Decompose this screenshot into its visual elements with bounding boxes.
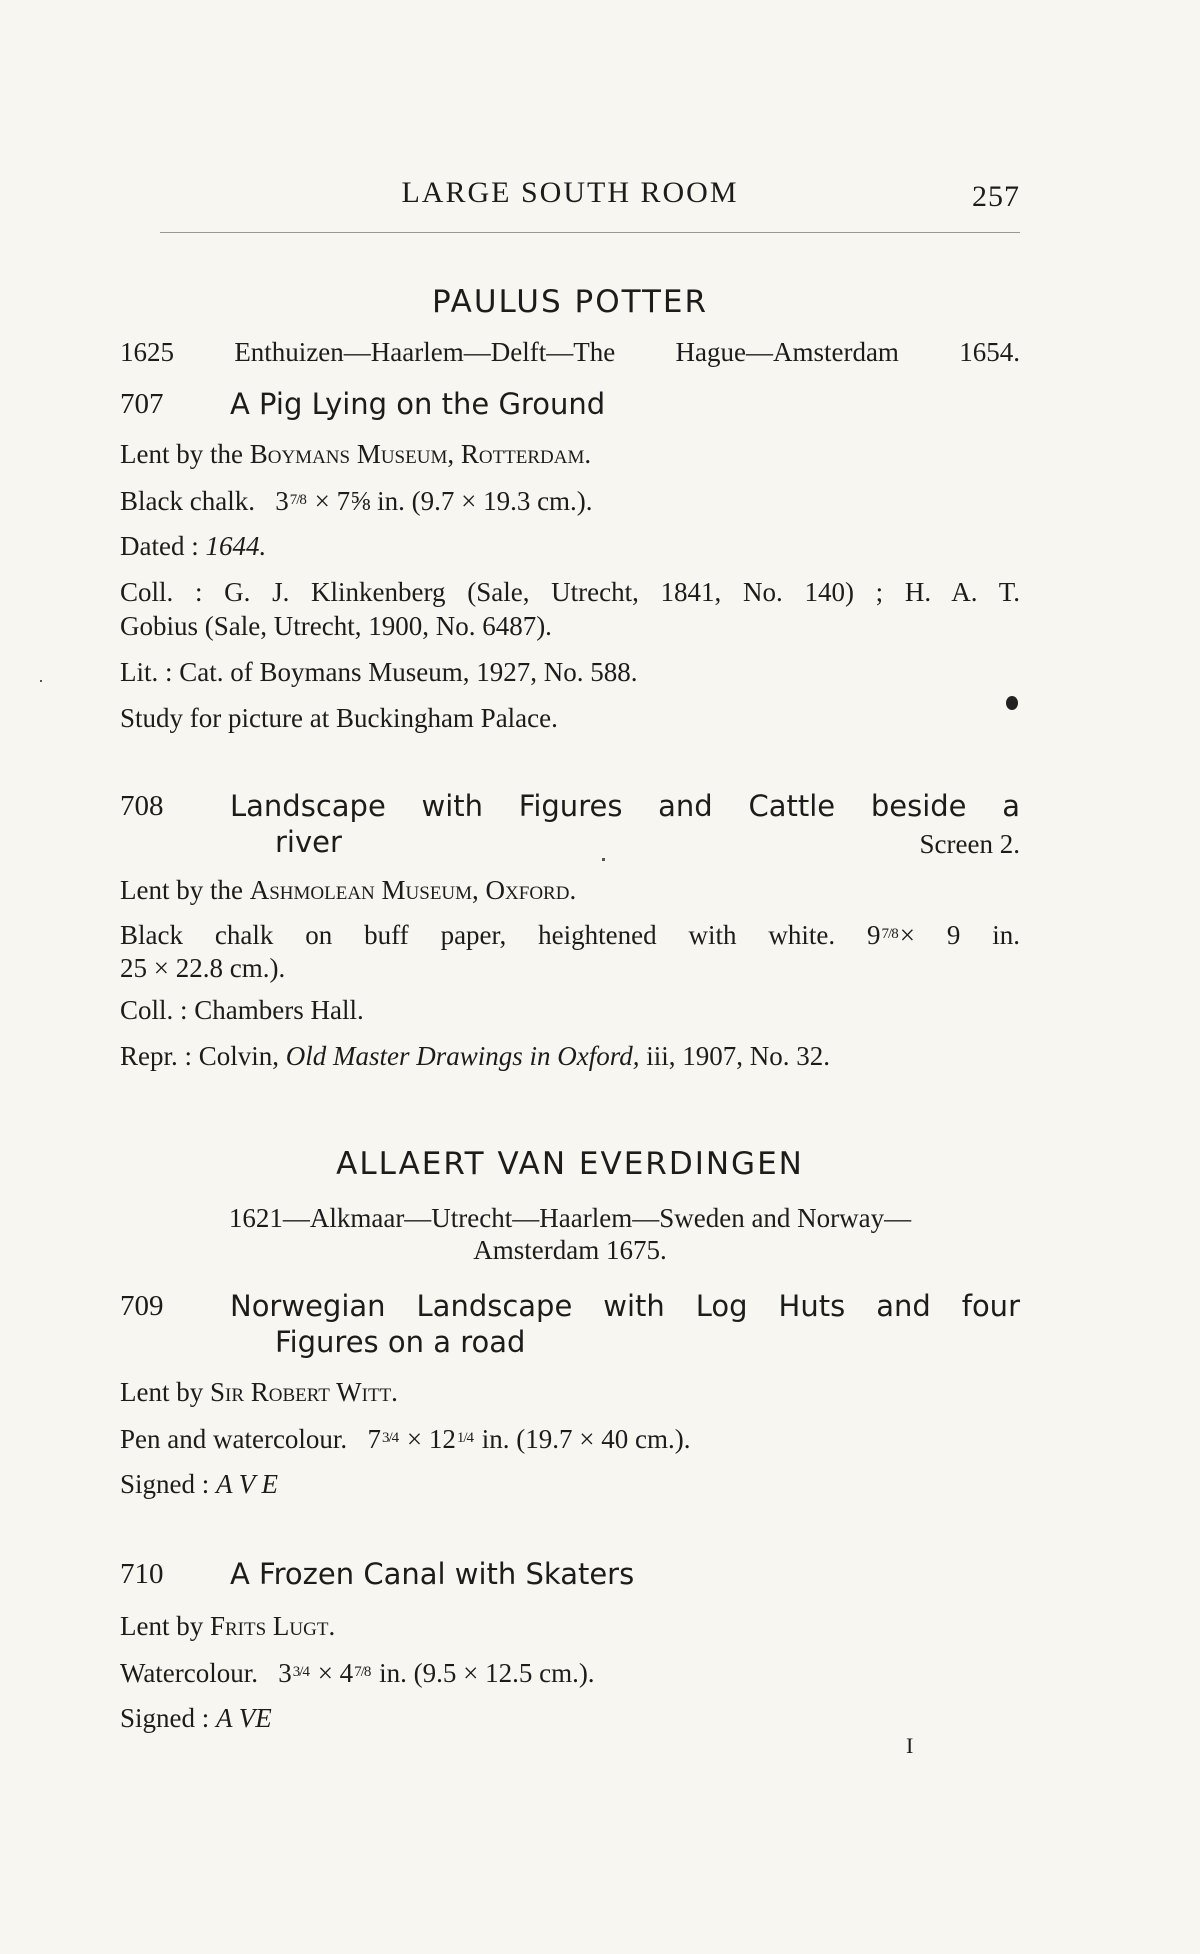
entry-name: A Frozen Canal with Skaters (230, 1557, 635, 1591)
dim-whole: 3 (278, 1658, 292, 1688)
entry-708-reproduction (120, 1040, 1020, 1072)
header-rule (160, 232, 1020, 233)
entry-707-note: Study for picture at Buckingham Palace. (120, 703, 558, 733)
entry-708-title (120, 788, 1020, 868)
entry-707-lender (120, 438, 1020, 470)
medium: Pen and watercolour. (120, 1424, 348, 1454)
lender-prefix: Lent by (120, 1377, 204, 1407)
entry-number: 708 (120, 790, 164, 822)
lender-prefix: Lent by the (120, 439, 243, 469)
screen-location: Screen 2. (919, 829, 1020, 859)
entry-name: Norwegian Landscape with Log Huts and four (230, 1289, 1020, 1323)
medium: Black chalk on buff paper, heightened with white. (120, 920, 836, 950)
dim-fraction: 3/4 (292, 1664, 309, 1680)
lender-name: Frits Lugt. (209, 1611, 336, 1641)
page-number: 257 (972, 180, 1020, 213)
entry-707-dated (120, 530, 1020, 562)
entry-710-medium (120, 1656, 1020, 1689)
entry-709-signed (120, 1468, 1020, 1500)
dim-mid: × 12 (406, 1424, 456, 1454)
dim-fraction-2: 1/4 (456, 1430, 474, 1446)
artist-dates: 1625 Enthuizen—Haarlem—Delft—The Hague—Amsterdam 1654. (120, 337, 1020, 367)
lender-name: Boymans Museum, Rotterdam. (249, 439, 592, 469)
artist-heading: PAULUS POTTER (431, 284, 709, 320)
entry-707-collection-line2: Gobius (Sale, Utrecht, 1900, No. 6487). (120, 611, 552, 641)
dim-fraction-2: 7/8 (354, 1664, 371, 1680)
entry-707-literature: Lit. : Cat. of Boymans Museum, 1927, No. 588. (120, 657, 638, 687)
signed-value: A VE (216, 1703, 272, 1733)
dim-fraction: 7/8 (289, 492, 306, 508)
entry-710-title (120, 1556, 1020, 1596)
entry-709-lender (120, 1376, 1020, 1408)
entry-709-medium (120, 1422, 1020, 1455)
lender-prefix: Lent by (120, 1611, 204, 1641)
entry-707-collection-line1: Coll. : G. J. Klinkenberg (Sale, Utrecht, 1841, No. 140) ; H. A. T. (120, 577, 1020, 607)
dim-whole: 3 (275, 486, 289, 516)
ink-speck (40, 680, 42, 682)
entry-number: 709 (120, 1290, 164, 1322)
entry-708-lender (120, 874, 1020, 906)
medium: Black chalk. (120, 486, 255, 516)
lender-name: Sir Robert Witt. (209, 1377, 398, 1407)
ink-blot (1006, 696, 1018, 710)
dim-whole: 9 (867, 920, 881, 950)
signature-mark: I (906, 1733, 914, 1758)
dim-whole: 7 (367, 1424, 381, 1454)
entry-name-continued: Figures on a road (275, 1325, 526, 1359)
signed-label: Signed : (120, 1703, 210, 1733)
dated-label: Dated : (120, 531, 199, 561)
running-title: LARGE SOUTH ROOM (401, 176, 739, 209)
signed-value: A V E (216, 1469, 279, 1499)
dim-rest: in. (19.7 × 40 cm.). (481, 1424, 691, 1454)
entry-707-medium (120, 484, 1020, 517)
signed-label: Signed : (120, 1469, 210, 1499)
dim-fraction: 3/4 (381, 1430, 399, 1446)
dim-mid: × 4 (317, 1658, 354, 1688)
artist-heading: ALLAERT VAN EVERDINGEN (336, 1146, 804, 1182)
dimensions (867, 920, 1020, 950)
dim-rest: × 9 in. (899, 920, 1021, 950)
repr-suffix: iii, 1907, No. 32. (646, 1041, 831, 1071)
entry-709-title (120, 1288, 1020, 1368)
lender-name: Ashmolean Museum, Oxford. (249, 875, 577, 905)
entry-number: 707 (120, 388, 164, 420)
entry-708-medium-line2: 25 × 22.8 cm.). (120, 953, 286, 983)
dim-fraction: 7/8 (881, 926, 898, 942)
artist-dates-line1: 1621—Alkmaar—Utrecht—Haarlem—Sweden and Norway— (228, 1203, 912, 1233)
entry-name: A Pig Lying on the Ground (230, 387, 606, 421)
artist-dates-line2: Amsterdam 1675. (473, 1235, 667, 1265)
dim-rest: in. (9.5 × 12.5 cm.). (379, 1658, 595, 1688)
entry-708-collection: Coll. : Chambers Hall. (120, 995, 364, 1025)
entry-707-title (120, 386, 1020, 426)
repr-title: Old Master Drawings in Oxford, (285, 1041, 640, 1071)
dated-value: 1644. (205, 531, 267, 561)
medium: Watercolour. (120, 1658, 259, 1688)
entry-708-medium-line1 (120, 918, 1020, 951)
lender-prefix: Lent by the (120, 875, 243, 905)
entry-name: Landscape with Figures and Cattle beside a (230, 789, 1020, 823)
dimensions: × 7⅝ in. (9.7 × 19.3 cm.). (314, 486, 593, 516)
running-head (120, 176, 1020, 216)
repr-prefix: Repr. : Colvin, (120, 1041, 280, 1071)
entry-710-signed (120, 1702, 1020, 1734)
ink-speck (602, 858, 605, 861)
entry-name-continued: river (275, 825, 342, 859)
entry-710-lender (120, 1610, 1020, 1642)
entry-number: 710 (120, 1558, 164, 1590)
